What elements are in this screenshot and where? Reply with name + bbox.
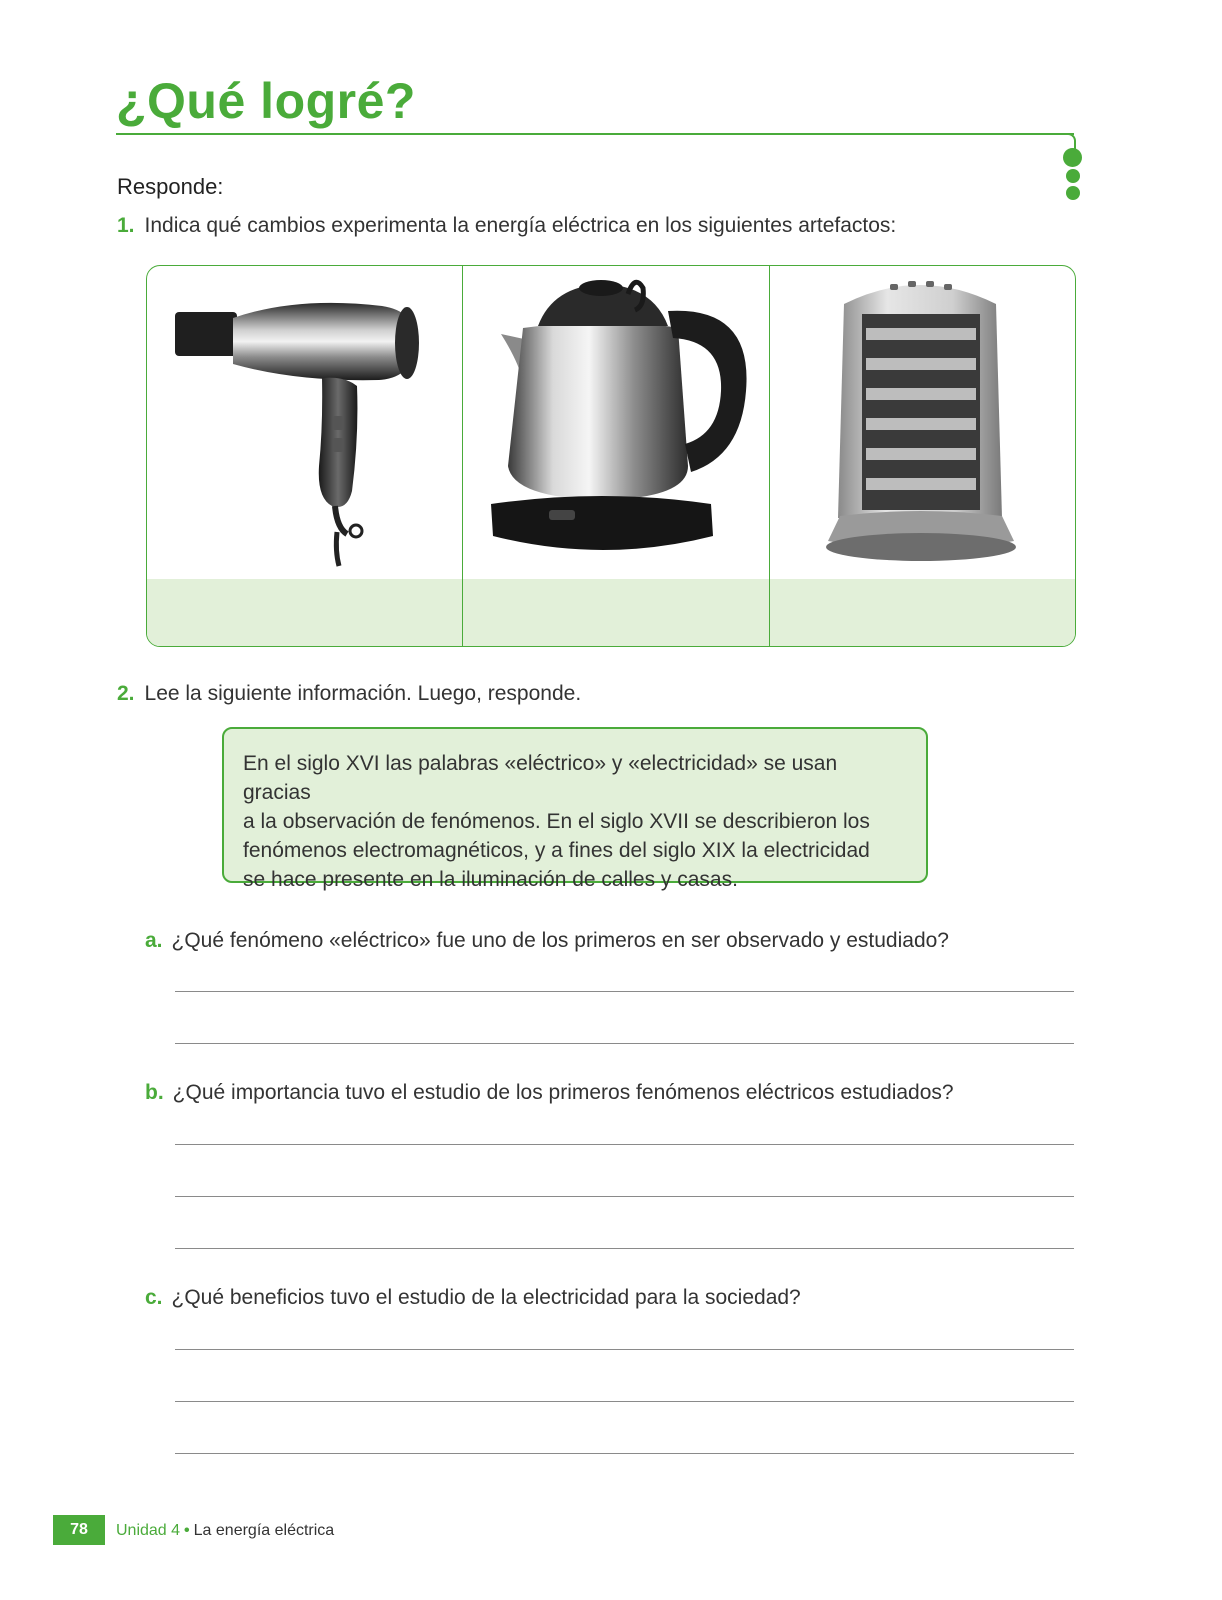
question-2: [117, 682, 581, 706]
hair-dryer-image: [147, 266, 462, 579]
answer-line[interactable]: [175, 1401, 1074, 1402]
halogen-heater-image: [770, 266, 1075, 579]
page-number: 78: [53, 1515, 105, 1545]
subquestion-text: ¿Qué beneficios tuvo el estudio de la electricidad para la sociedad?: [171, 1286, 801, 1309]
answer-line[interactable]: [175, 1248, 1074, 1249]
subquestion-letter: c.: [145, 1286, 163, 1309]
instruction-label: Responde:: [117, 174, 224, 199]
subquestion-b: [145, 1081, 954, 1105]
info-line: se hace presente en la iluminación de calles y casas.: [243, 868, 738, 891]
question-number: 1.: [117, 214, 135, 237]
subquestion-a: [145, 929, 949, 953]
answer-line[interactable]: [175, 1144, 1074, 1145]
appliance-cell-kettle: [463, 266, 770, 646]
answer-line[interactable]: [175, 1349, 1074, 1350]
question-1: [117, 214, 896, 238]
answer-box[interactable]: [147, 579, 462, 646]
answer-box[interactable]: [770, 579, 1075, 646]
info-line: En el siglo XVI las palabras «eléctrico» y «electricidad» se usan gracias: [243, 752, 838, 804]
unit-label: Unidad 4: [116, 1522, 181, 1539]
question-text: Lee la siguiente información. Luego, responde.: [144, 682, 582, 705]
info-line: a la observación de fenómenos. En el siglo XVII se describieron los: [243, 810, 870, 833]
electric-kettle-image: [463, 266, 769, 579]
page-title: ¿Qué logré?: [116, 73, 416, 129]
answer-line[interactable]: [175, 1196, 1074, 1197]
decorative-dot: [1066, 169, 1080, 183]
title-underline: [116, 133, 1074, 135]
separator: •: [184, 1522, 190, 1539]
decorative-dot: [1066, 186, 1080, 200]
appliance-cell-hair-dryer: [147, 266, 463, 646]
footer-unit: [116, 1522, 334, 1540]
appliance-table: [146, 265, 1076, 647]
answer-line[interactable]: [175, 1453, 1074, 1454]
appliance-cell-heater: [770, 266, 1075, 646]
question-number: 2.: [117, 682, 135, 705]
decorative-dot: [1063, 148, 1082, 167]
subquestion-letter: b.: [145, 1081, 164, 1104]
subquestion-text: ¿Qué fenómeno «eléctrico» fue uno de los primeros en ser observado y estudiado?: [171, 929, 949, 952]
subquestion-c: [145, 1286, 801, 1310]
subquestion-text: ¿Qué importancia tuvo el estudio de los primeros fenómenos eléctricos estudiados?: [172, 1081, 954, 1104]
topic-label: La energía eléctrica: [193, 1522, 335, 1539]
info-box: [222, 727, 928, 891]
subquestion-letter: a.: [145, 929, 163, 952]
question-text: Indica qué cambios experimenta la energía eléctrica en los siguientes artefactos:: [144, 214, 897, 237]
info-line: fenómenos electromagnéticos, y a fines del siglo XIX la electricidad: [243, 839, 870, 862]
answer-line[interactable]: [175, 991, 1074, 992]
answer-box[interactable]: [463, 579, 769, 646]
answer-line[interactable]: [175, 1043, 1074, 1044]
